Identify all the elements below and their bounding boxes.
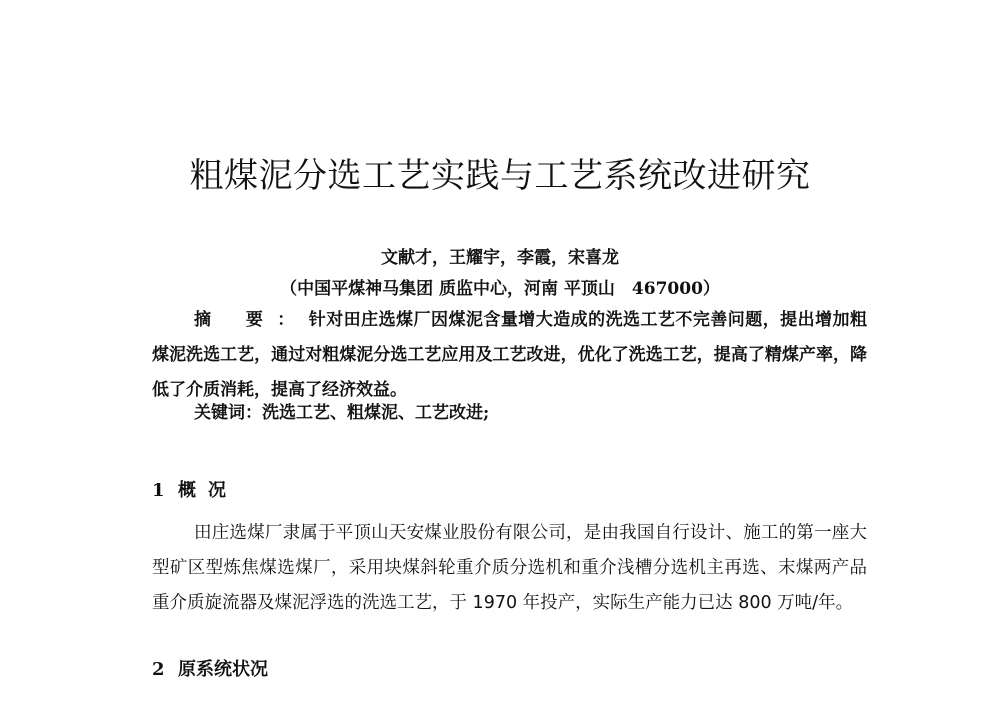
author-affiliation: （中国平煤神马集团 质监中心，河南 平顶山 467000） (280, 279, 720, 299)
section-number: 1 (152, 480, 165, 501)
abstract (152, 303, 867, 408)
keywords-text: 洗选工艺、粗煤泥、工艺改进; (262, 403, 490, 423)
section-number: 2 (152, 659, 165, 680)
keywords-label: 关键词： (194, 403, 262, 423)
author-list: 文献才，王耀宇，李霞，宋喜龙 (381, 248, 619, 268)
abstract-label: 摘 要： (194, 310, 309, 330)
abstract-text: 针对田庄选煤厂因煤泥含量增大造成的洗选工艺不完善问题，提出增加粗煤泥洗选工艺，通过对粗煤泥分选工艺应用及工艺改进，优化了洗选工艺，提高了精煤产率，降低了介质消耗，提高了经济效益。 (152, 310, 868, 400)
section-title: 概况 (178, 480, 238, 501)
section-heading-1 (152, 476, 238, 502)
keywords (194, 398, 489, 423)
paper-title: 粗煤泥分选工艺实践与工艺系统改进研究 (189, 156, 811, 196)
cut-off-text-line (194, 690, 394, 703)
section-title: 原系统状况 (178, 659, 268, 680)
section-1-paragraph: 田庄选煤厂隶属于平顶山天安煤业股份有限公司，是由我国自行设计、施工的第一座大型矿区型炼焦煤选煤厂，采用块煤斜轮重介质分选机和重介浅槽分选机主再选、末煤两产品重介质旋流器及煤泥浮选的洗选工艺，于 1970 年投产，实际生产能力已达 800 万吨/年。 (152, 523, 867, 613)
section-heading-2 (152, 655, 268, 681)
